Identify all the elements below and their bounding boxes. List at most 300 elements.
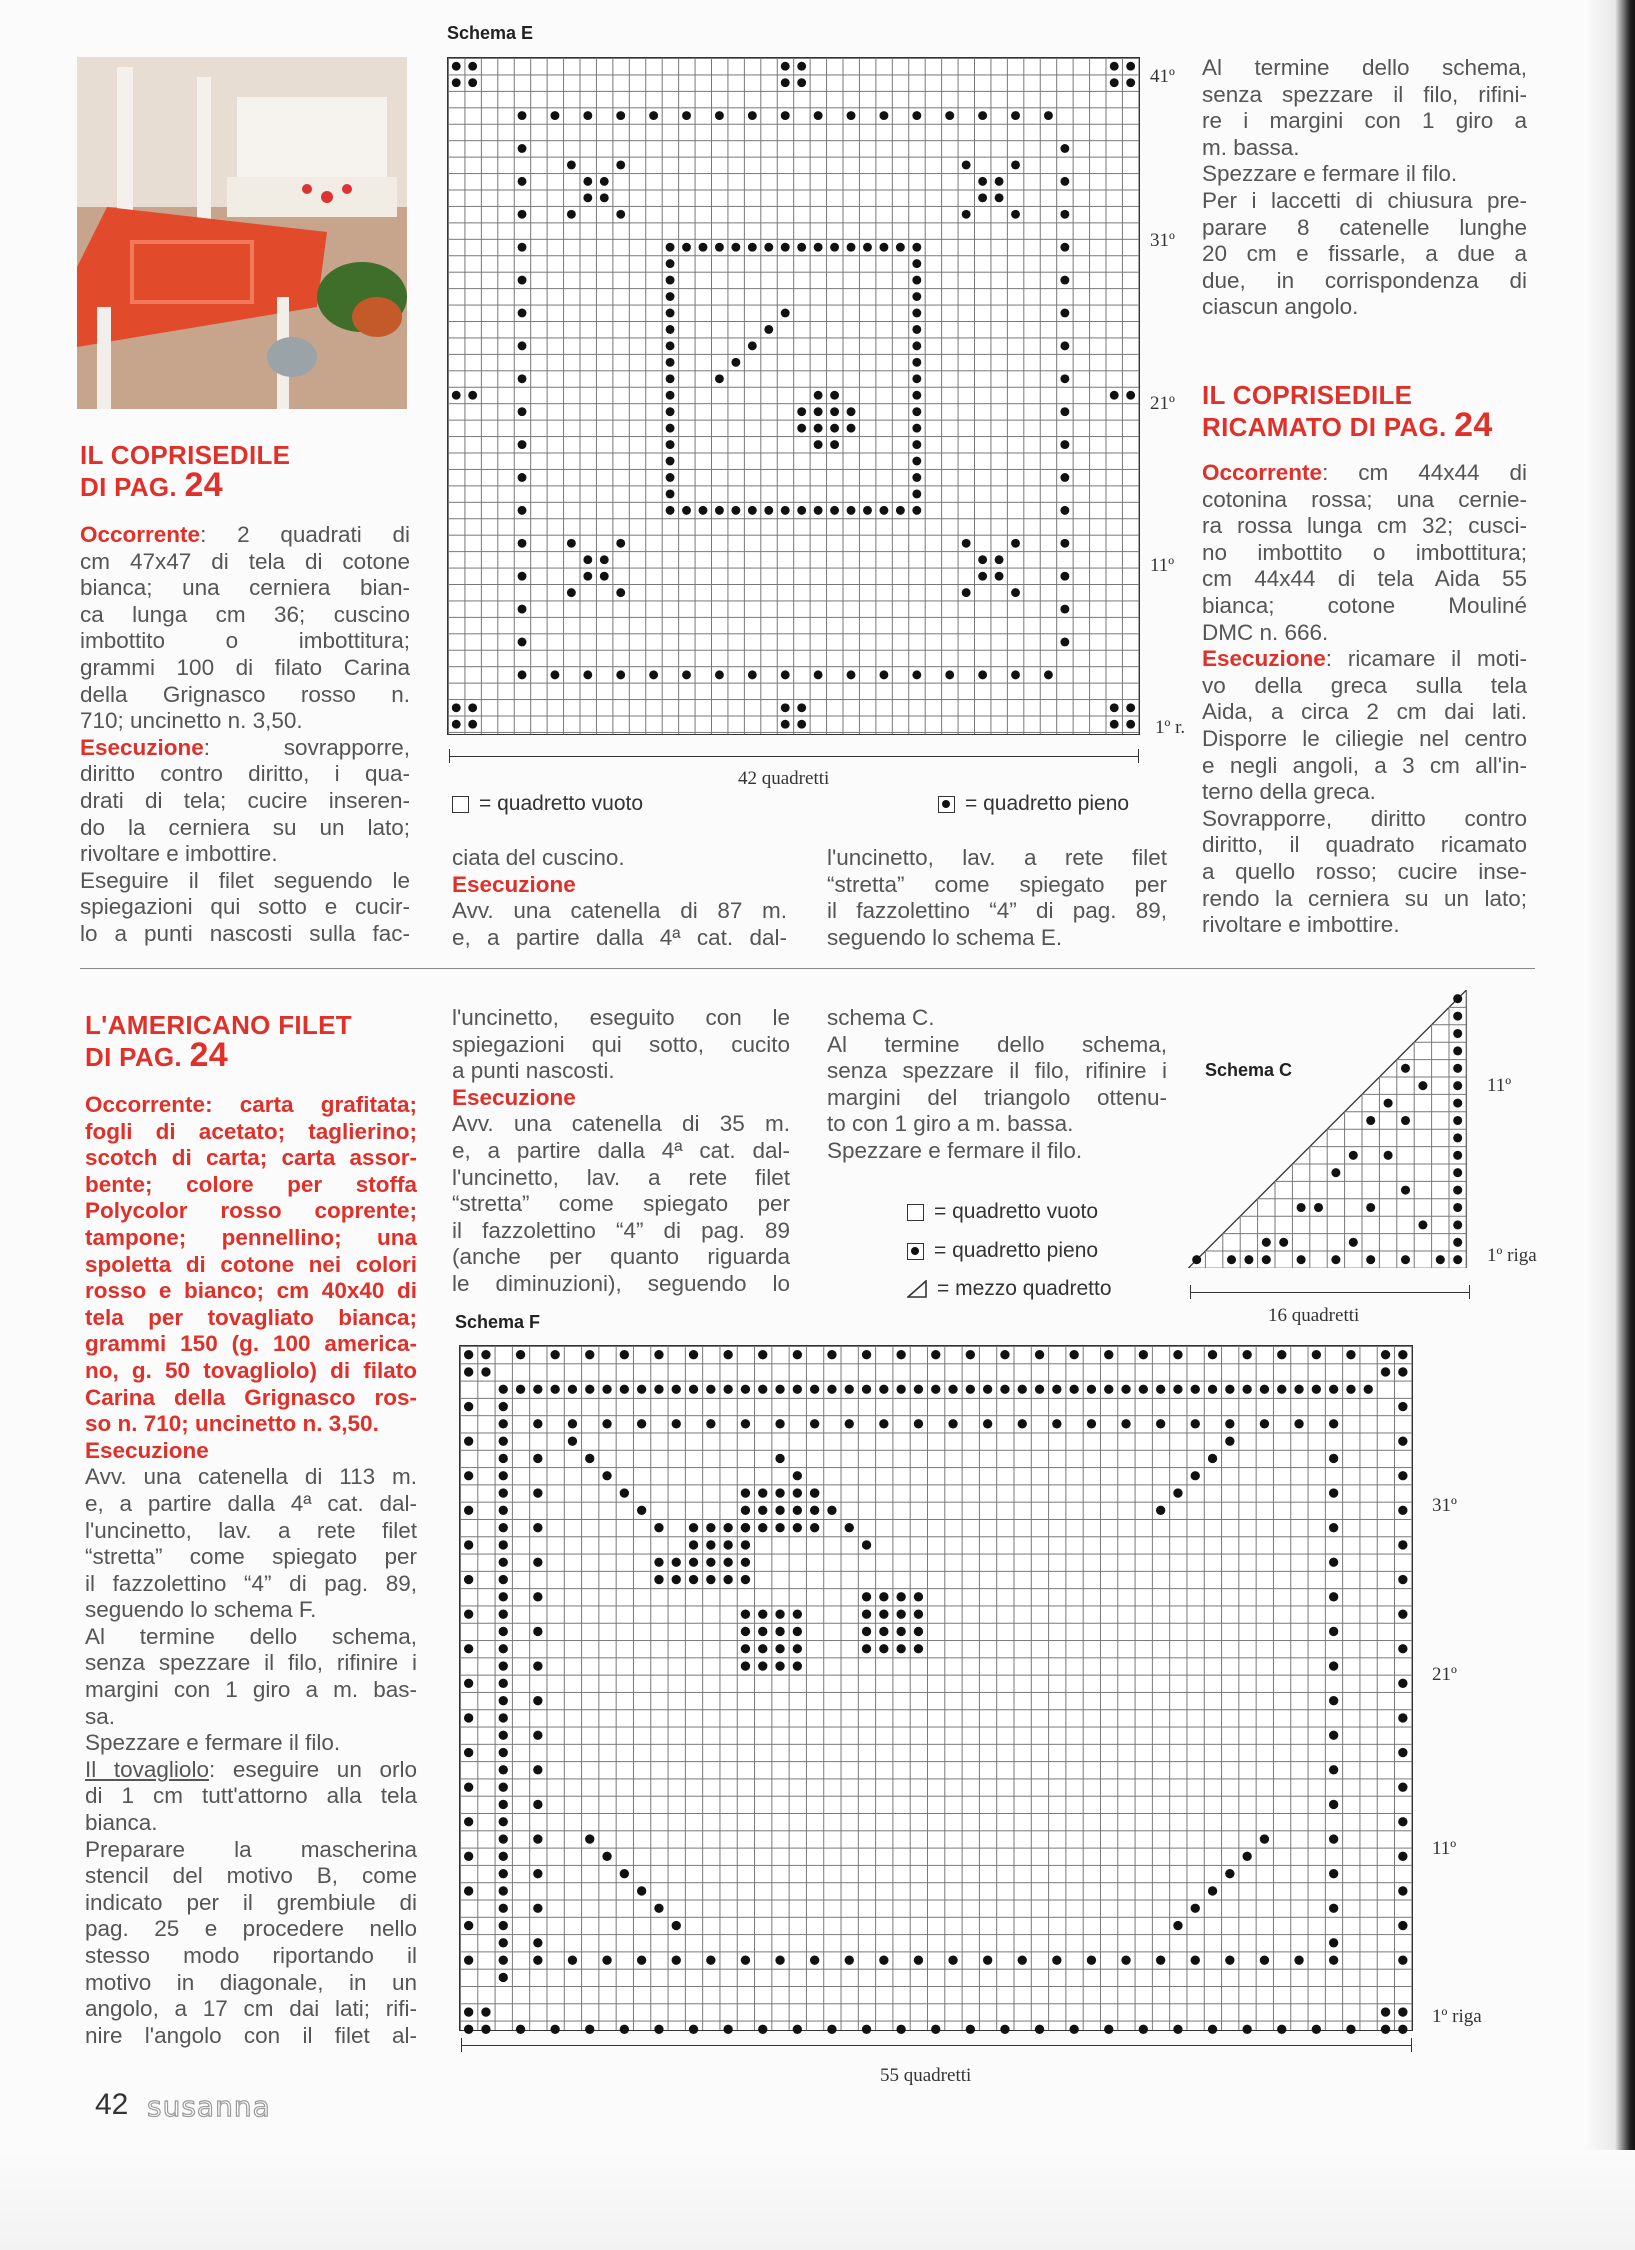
filled-square-dot bbox=[1126, 62, 1135, 71]
filled-square-dot bbox=[912, 341, 921, 350]
filled-square-dot bbox=[1384, 1099, 1393, 1108]
filled-square-dot bbox=[464, 1609, 473, 1618]
filled-square-dot bbox=[464, 1817, 473, 1826]
filled-square-dot bbox=[1242, 1385, 1251, 1394]
filled-square-dot bbox=[1139, 1350, 1148, 1359]
filled-square-dot bbox=[1331, 1168, 1340, 1177]
filled-square-dot bbox=[1110, 391, 1119, 400]
filled-square-dot bbox=[468, 391, 477, 400]
filled-square-dot bbox=[1453, 1186, 1462, 1195]
filled-square-dot bbox=[1208, 2025, 1217, 2034]
filled-square-dot bbox=[914, 1644, 923, 1653]
filled-square-dot bbox=[1277, 1350, 1286, 1359]
filled-square-dot bbox=[518, 177, 527, 186]
filled-square-dot bbox=[1139, 1385, 1148, 1394]
filled-square-dot bbox=[723, 1575, 732, 1584]
filled-square-dot bbox=[723, 1558, 732, 1567]
filled-square-dot bbox=[827, 2025, 836, 2034]
filled-square-dot bbox=[550, 111, 559, 120]
schema-e-dimension-line bbox=[449, 756, 1139, 757]
filled-square-dot bbox=[468, 78, 477, 87]
filled-square-dot bbox=[583, 177, 592, 186]
filled-square-dot bbox=[1294, 1385, 1303, 1394]
filled-square-dot bbox=[741, 1644, 750, 1653]
filled-square-dot bbox=[810, 1488, 819, 1497]
filled-square-dot bbox=[962, 160, 971, 169]
legend-c-full: = quadretto pieno bbox=[907, 1239, 1098, 1263]
filled-square-dot bbox=[966, 1385, 975, 1394]
schema-e-row-1: 1º r. bbox=[1155, 717, 1186, 738]
title-line1: IL COPRISEDILE bbox=[80, 440, 291, 470]
filled-square-dot bbox=[568, 1955, 577, 1964]
schema-e-row-41: 41º bbox=[1150, 66, 1175, 87]
filled-square-dot bbox=[1262, 1238, 1271, 1247]
filled-square-dot bbox=[499, 1973, 508, 1982]
filled-square-dot bbox=[464, 1748, 473, 1757]
filled-square-dot bbox=[1191, 1419, 1200, 1428]
filled-square-dot bbox=[464, 1367, 473, 1376]
filled-square-dot bbox=[464, 1575, 473, 1584]
filled-square-dot bbox=[741, 1540, 750, 1549]
filled-square-dot bbox=[741, 1419, 750, 1428]
filled-square-dot bbox=[847, 670, 856, 679]
filled-square-dot bbox=[1364, 1385, 1373, 1394]
filled-square-dot bbox=[1060, 638, 1069, 647]
filled-square-dot bbox=[912, 407, 921, 416]
filled-square-dot bbox=[827, 1350, 836, 1359]
title-line1: IL COPRISEDILE bbox=[1202, 380, 1413, 410]
filled-square-dot bbox=[533, 1765, 542, 1774]
filled-square-dot bbox=[1398, 1644, 1407, 1653]
filled-square-dot bbox=[814, 407, 823, 416]
filled-square-dot bbox=[706, 1419, 715, 1428]
filled-square-dot bbox=[830, 424, 839, 433]
filled-square-dot bbox=[830, 440, 839, 449]
filled-square-dot bbox=[1156, 1955, 1165, 1964]
filled-square-dot bbox=[1069, 2025, 1078, 2034]
schema-e-grid bbox=[447, 57, 1140, 735]
filled-square-dot bbox=[896, 1644, 905, 1653]
filled-square-dot bbox=[1279, 1238, 1288, 1247]
filled-square-dot bbox=[1329, 1385, 1338, 1394]
filled-square-dot bbox=[533, 1627, 542, 1636]
filled-square-dot bbox=[585, 1454, 594, 1463]
filled-square-dot bbox=[499, 1748, 508, 1757]
filled-square-dot bbox=[931, 1350, 940, 1359]
filled-square-dot bbox=[602, 1419, 611, 1428]
filled-square-dot bbox=[1398, 1817, 1407, 1826]
filled-square-dot bbox=[797, 78, 806, 87]
filled-square-dot bbox=[912, 457, 921, 466]
filled-square-dot bbox=[583, 111, 592, 120]
filled-square-dot bbox=[1329, 1834, 1338, 1843]
filled-square-dot bbox=[499, 1385, 508, 1394]
filled-square-dot bbox=[1381, 2007, 1390, 2016]
filled-square-dot bbox=[912, 374, 921, 383]
filled-square-dot bbox=[775, 1627, 784, 1636]
filled-square-dot bbox=[1453, 1255, 1462, 1264]
filled-square-dot bbox=[533, 1834, 542, 1843]
filled-square-dot bbox=[682, 111, 691, 120]
filled-square-dot bbox=[452, 391, 461, 400]
filled-square-dot bbox=[1329, 1592, 1338, 1601]
filled-square-dot bbox=[654, 2025, 663, 2034]
filled-square-dot bbox=[464, 1402, 473, 1411]
mid-col-1-text: ciata del cuscino. Esecuzione Avv. una catenella di 87 m. e, a partire dalla 4ª cat. dal- bbox=[452, 845, 787, 950]
filled-square-dot bbox=[499, 1765, 508, 1774]
filled-square-dot bbox=[1366, 1255, 1375, 1264]
filled-square-dot bbox=[748, 243, 757, 252]
filled-square-dot bbox=[1294, 1955, 1303, 1964]
filled-square-dot bbox=[793, 1506, 802, 1515]
filled-square-dot bbox=[666, 506, 675, 515]
filled-square-dot bbox=[499, 1523, 508, 1532]
filled-square-dot bbox=[912, 424, 921, 433]
filled-square-dot bbox=[764, 325, 773, 334]
filled-square-dot bbox=[499, 1696, 508, 1705]
filled-square-dot bbox=[1277, 2025, 1286, 2034]
filled-square-dot bbox=[1453, 1012, 1462, 1021]
filled-square-dot bbox=[1453, 1029, 1462, 1038]
filled-square-dot bbox=[654, 1523, 663, 1532]
filled-square-dot bbox=[1418, 1220, 1427, 1229]
section-americano bbox=[85, 1010, 417, 2049]
occorrente-text: Occorrente: 2 quadrati di cm 47x47 di tela di cotone bianca; una cerniera bian- ca lunga cm 36; cuscino imbottito o imbottitura; grammi 100 di filato Carina della Grignasco rosso n. 710; uncinetto n. 3,50. Esecuzione: sovrapporre, diritto contro diritto, i qua- drati di tela; cucire inseren- do la cerniera su un lato; rivoltare e imbottire. Eseguire il filet seguendo le spiegazioni qui sotto e cucir- lo a punti nascosti sulla fac- bbox=[80, 522, 410, 946]
filled-square-dot bbox=[1398, 1367, 1407, 1376]
filled-square-dot bbox=[568, 1436, 577, 1445]
filled-square-dot bbox=[600, 572, 609, 581]
filled-square-dot bbox=[912, 440, 921, 449]
filled-square-dot bbox=[464, 2007, 473, 2016]
filled-square-dot bbox=[1242, 1852, 1251, 1861]
filled-square-dot bbox=[567, 588, 576, 597]
filled-square-dot bbox=[706, 1558, 715, 1567]
filled-square-dot bbox=[1329, 1869, 1338, 1878]
title-line2: DI PAG. 24 bbox=[80, 466, 223, 504]
filled-square-dot bbox=[775, 1609, 784, 1618]
filled-square-dot bbox=[533, 1800, 542, 1809]
filled-square-dot bbox=[672, 1385, 681, 1394]
filled-square-dot bbox=[879, 1419, 888, 1428]
filled-square-dot bbox=[1110, 720, 1119, 729]
page-edge bbox=[1585, 0, 1635, 2250]
mid2-col-2-text: schema C. Al termine dello schema, senza spezzare il filo, rifinire i margini del triangolo ottenu- to con 1 giro a m. bassa. Spezzare e fermare il filo. bbox=[827, 1005, 1167, 1163]
filled-square-dot bbox=[499, 1834, 508, 1843]
filled-square-dot bbox=[682, 243, 691, 252]
filled-square-dot bbox=[814, 670, 823, 679]
filled-square-dot bbox=[1035, 1385, 1044, 1394]
filled-square-dot bbox=[654, 1575, 663, 1584]
filled-square-dot bbox=[758, 1609, 767, 1618]
filled-square-dot bbox=[1453, 1133, 1462, 1142]
full-square-icon bbox=[938, 796, 955, 813]
filled-square-dot bbox=[464, 2025, 473, 2034]
filled-square-dot bbox=[931, 2025, 940, 2034]
filled-square-dot bbox=[814, 440, 823, 449]
filled-square-dot bbox=[1225, 1385, 1234, 1394]
filled-square-dot bbox=[914, 1627, 923, 1636]
filled-square-dot bbox=[706, 1955, 715, 1964]
filled-square-dot bbox=[978, 670, 987, 679]
schema-e-row-31: 31º bbox=[1150, 230, 1175, 251]
mid-col-2-text: l'uncinetto, eseguito con le spiegazioni qui sotto, cucito a punti nascosti. Esecuzione Avv. una catenella di 35 m. e, a partire dalla 4ª cat. dal- l'uncinetto, lav. a rete filet “stretta” come spiegato per il fazzolettino “4” di pag. 89 (anche per quanto riguarda le diminuzioni), seguendo lo bbox=[452, 1005, 790, 1296]
filled-square-dot bbox=[620, 1385, 629, 1394]
filled-square-dot bbox=[879, 1592, 888, 1601]
schema-f-row-21: 21º bbox=[1432, 1664, 1457, 1685]
filled-square-dot bbox=[666, 325, 675, 334]
dim-tick-left bbox=[461, 2038, 462, 2052]
filled-square-dot bbox=[1277, 1385, 1286, 1394]
filled-square-dot bbox=[912, 243, 921, 252]
filled-square-dot bbox=[620, 2025, 629, 2034]
filled-square-dot bbox=[533, 1385, 542, 1394]
filled-square-dot bbox=[533, 1904, 542, 1913]
schema-f-grid bbox=[459, 1345, 1413, 2031]
filled-square-dot bbox=[775, 1506, 784, 1515]
filled-square-dot bbox=[550, 1385, 559, 1394]
filled-square-dot bbox=[978, 555, 987, 564]
magazine-logo: susanna bbox=[147, 2090, 271, 2123]
filled-square-dot bbox=[847, 243, 856, 252]
filled-square-dot bbox=[654, 1558, 663, 1567]
filled-square-dot bbox=[845, 1523, 854, 1532]
filled-square-dot bbox=[912, 506, 921, 515]
filled-square-dot bbox=[1262, 1255, 1271, 1264]
filled-square-dot bbox=[775, 1488, 784, 1497]
filled-square-dot bbox=[758, 1385, 767, 1394]
filled-square-dot bbox=[689, 1540, 698, 1549]
page-number: 42 bbox=[95, 2088, 129, 2121]
filled-square-dot bbox=[1060, 506, 1069, 515]
right-col-text: Al termine dello schema, senza spezzare il filo, rifini- re i margini con 1 giro a m. bassa. Spezzare e fermare il filo. Per i laccetti di chiusura pre- parare 8 catenelle lunghe 20 cm e fissarle, a due a due, in corrispondenza di ciascun angolo. bbox=[1202, 55, 1527, 320]
filled-square-dot bbox=[1260, 1834, 1269, 1843]
filled-square-dot bbox=[1297, 1255, 1306, 1264]
filled-square-dot bbox=[464, 1436, 473, 1445]
filled-square-dot bbox=[499, 1713, 508, 1722]
filled-square-dot bbox=[1110, 62, 1119, 71]
filled-square-dot bbox=[616, 588, 625, 597]
filled-square-dot bbox=[666, 341, 675, 350]
filled-square-dot bbox=[983, 1419, 992, 1428]
filled-square-dot bbox=[1069, 1385, 1078, 1394]
filled-square-dot bbox=[1453, 1064, 1462, 1073]
filled-square-dot bbox=[585, 1350, 594, 1359]
filled-square-dot bbox=[1329, 1696, 1338, 1705]
legend-c-half: = mezzo quadretto bbox=[907, 1277, 1112, 1301]
filled-square-dot bbox=[602, 1955, 611, 1964]
filled-square-dot bbox=[637, 1886, 646, 1895]
filled-square-dot bbox=[912, 292, 921, 301]
filled-square-dot bbox=[518, 473, 527, 482]
filled-square-dot bbox=[499, 1661, 508, 1670]
filled-square-dot bbox=[1087, 1385, 1096, 1394]
filled-square-dot bbox=[793, 1385, 802, 1394]
section-title bbox=[80, 440, 410, 502]
filled-square-dot bbox=[896, 243, 905, 252]
filled-square-dot bbox=[666, 374, 675, 383]
filled-square-dot bbox=[1104, 2025, 1113, 2034]
filled-square-dot bbox=[1453, 1220, 1462, 1229]
filled-square-dot bbox=[583, 670, 592, 679]
filled-square-dot bbox=[1225, 1869, 1234, 1878]
filled-square-dot bbox=[1173, 1921, 1182, 1930]
filled-square-dot bbox=[1329, 1523, 1338, 1532]
filled-square-dot bbox=[1331, 1255, 1340, 1264]
filled-square-dot bbox=[945, 670, 954, 679]
filled-square-dot bbox=[741, 1955, 750, 1964]
filled-square-dot bbox=[499, 1436, 508, 1445]
filled-square-dot bbox=[1329, 1419, 1338, 1428]
filled-square-dot bbox=[1208, 1350, 1217, 1359]
filled-square-dot bbox=[879, 111, 888, 120]
filled-square-dot bbox=[723, 1350, 732, 1359]
filled-square-dot bbox=[689, 1385, 698, 1394]
filled-square-dot bbox=[793, 1523, 802, 1532]
filled-square-dot bbox=[689, 1350, 698, 1359]
filled-square-dot bbox=[1346, 2025, 1355, 2034]
schema-f-row-11: 11º bbox=[1432, 1838, 1457, 1859]
filled-square-dot bbox=[715, 506, 724, 515]
dim-tick-right bbox=[1411, 2038, 1412, 2052]
filled-square-dot bbox=[781, 506, 790, 515]
filled-square-dot bbox=[666, 276, 675, 285]
filled-square-dot bbox=[862, 1644, 871, 1653]
section-coprisedile bbox=[80, 440, 410, 948]
filled-square-dot bbox=[1060, 473, 1069, 482]
filled-square-dot bbox=[741, 1627, 750, 1636]
filled-square-dot bbox=[1060, 309, 1069, 318]
filled-square-dot bbox=[666, 243, 675, 252]
filled-square-dot bbox=[1329, 1800, 1338, 1809]
filled-square-dot bbox=[1349, 1238, 1358, 1247]
filled-square-dot bbox=[731, 358, 740, 367]
filled-square-dot bbox=[847, 407, 856, 416]
section-title bbox=[85, 1010, 417, 1072]
filled-square-dot bbox=[1398, 1782, 1407, 1791]
filled-square-dot bbox=[764, 506, 773, 515]
filled-square-dot bbox=[1366, 1116, 1375, 1125]
filled-square-dot bbox=[896, 1609, 905, 1618]
filled-square-dot bbox=[914, 1385, 923, 1394]
filled-square-dot bbox=[568, 1385, 577, 1394]
filled-square-dot bbox=[518, 111, 527, 120]
filled-square-dot bbox=[1060, 144, 1069, 153]
schema-e-count: 42 quadretti bbox=[738, 768, 830, 789]
filled-square-dot bbox=[1401, 1186, 1410, 1195]
filled-square-dot bbox=[912, 111, 921, 120]
filled-square-dot bbox=[518, 539, 527, 548]
filled-square-dot bbox=[1453, 1151, 1462, 1160]
filled-square-dot bbox=[1225, 1955, 1234, 1964]
filled-square-dot bbox=[620, 1869, 629, 1878]
filled-square-dot bbox=[775, 1955, 784, 1964]
filled-square-dot bbox=[1060, 341, 1069, 350]
filled-square-dot bbox=[499, 1488, 508, 1497]
filled-square-dot bbox=[1329, 1904, 1338, 1913]
filled-square-dot bbox=[499, 1731, 508, 1740]
filled-square-dot bbox=[452, 720, 461, 729]
filled-square-dot bbox=[912, 325, 921, 334]
filled-square-dot bbox=[1398, 1575, 1407, 1584]
filled-square-dot bbox=[764, 243, 773, 252]
title-line2: DI PAG. 24 bbox=[85, 1036, 228, 1074]
filled-square-dot bbox=[862, 1609, 871, 1618]
filled-square-dot bbox=[452, 62, 461, 71]
filled-square-dot bbox=[1312, 2025, 1321, 2034]
filled-square-dot bbox=[1110, 78, 1119, 87]
filled-square-dot bbox=[847, 424, 856, 433]
filled-square-dot bbox=[914, 1419, 923, 1428]
filled-square-dot bbox=[966, 2025, 975, 2034]
filled-square-dot bbox=[983, 1955, 992, 1964]
filled-square-dot bbox=[666, 309, 675, 318]
filled-square-dot bbox=[879, 1955, 888, 1964]
filled-square-dot bbox=[1208, 1454, 1217, 1463]
filled-square-dot bbox=[775, 1661, 784, 1670]
filled-square-dot bbox=[550, 2025, 559, 2034]
filled-square-dot bbox=[600, 555, 609, 564]
filled-square-dot bbox=[585, 2025, 594, 2034]
filled-square-dot bbox=[810, 1385, 819, 1394]
filled-square-dot bbox=[896, 506, 905, 515]
filled-square-dot bbox=[654, 1385, 663, 1394]
schema-e-row-21: 21º bbox=[1150, 393, 1175, 414]
filled-square-dot bbox=[775, 1523, 784, 1532]
section-divider bbox=[80, 968, 1535, 969]
filled-square-dot bbox=[1018, 1955, 1027, 1964]
filled-square-dot bbox=[1349, 1151, 1358, 1160]
filled-square-dot bbox=[533, 1661, 542, 1670]
filled-square-dot bbox=[516, 2025, 525, 2034]
filled-square-dot bbox=[912, 358, 921, 367]
schema-f-count: 55 quadretti bbox=[880, 2065, 972, 2086]
filled-square-dot bbox=[499, 1402, 508, 1411]
filled-square-dot bbox=[1060, 276, 1069, 285]
filled-square-dot bbox=[1398, 2007, 1407, 2016]
schema-e-legend-full: = quadretto pieno bbox=[938, 792, 1129, 816]
filled-square-dot bbox=[533, 1592, 542, 1601]
filled-square-dot bbox=[1242, 1350, 1251, 1359]
filled-square-dot bbox=[1453, 1081, 1462, 1090]
filled-square-dot bbox=[1060, 407, 1069, 416]
filled-square-dot bbox=[797, 720, 806, 729]
filled-square-dot bbox=[464, 1713, 473, 1722]
filled-square-dot bbox=[741, 1488, 750, 1497]
filled-square-dot bbox=[689, 1575, 698, 1584]
filled-square-dot bbox=[499, 1540, 508, 1549]
filled-square-dot bbox=[879, 1609, 888, 1618]
filled-square-dot bbox=[1011, 670, 1020, 679]
schema-e-label: Schema E bbox=[447, 23, 534, 43]
filled-square-dot bbox=[781, 111, 790, 120]
filled-square-dot bbox=[1329, 1558, 1338, 1567]
title-line1: L'AMERICANO FILET bbox=[85, 1010, 352, 1040]
filled-square-dot bbox=[666, 358, 675, 367]
filled-square-dot bbox=[533, 1419, 542, 1428]
filled-square-dot bbox=[1401, 1116, 1410, 1125]
filled-square-dot bbox=[499, 1904, 508, 1913]
filled-square-dot bbox=[814, 424, 823, 433]
filled-square-dot bbox=[758, 1661, 767, 1670]
filled-square-dot bbox=[912, 259, 921, 268]
filled-square-dot bbox=[983, 1385, 992, 1394]
filled-square-dot bbox=[1087, 1955, 1096, 1964]
filled-square-dot bbox=[879, 1644, 888, 1653]
filled-square-dot bbox=[731, 506, 740, 515]
schema-c-row-11: 11º bbox=[1487, 1075, 1512, 1096]
schema-f-label: Schema F bbox=[455, 1312, 541, 1332]
filled-square-dot bbox=[1126, 391, 1135, 400]
